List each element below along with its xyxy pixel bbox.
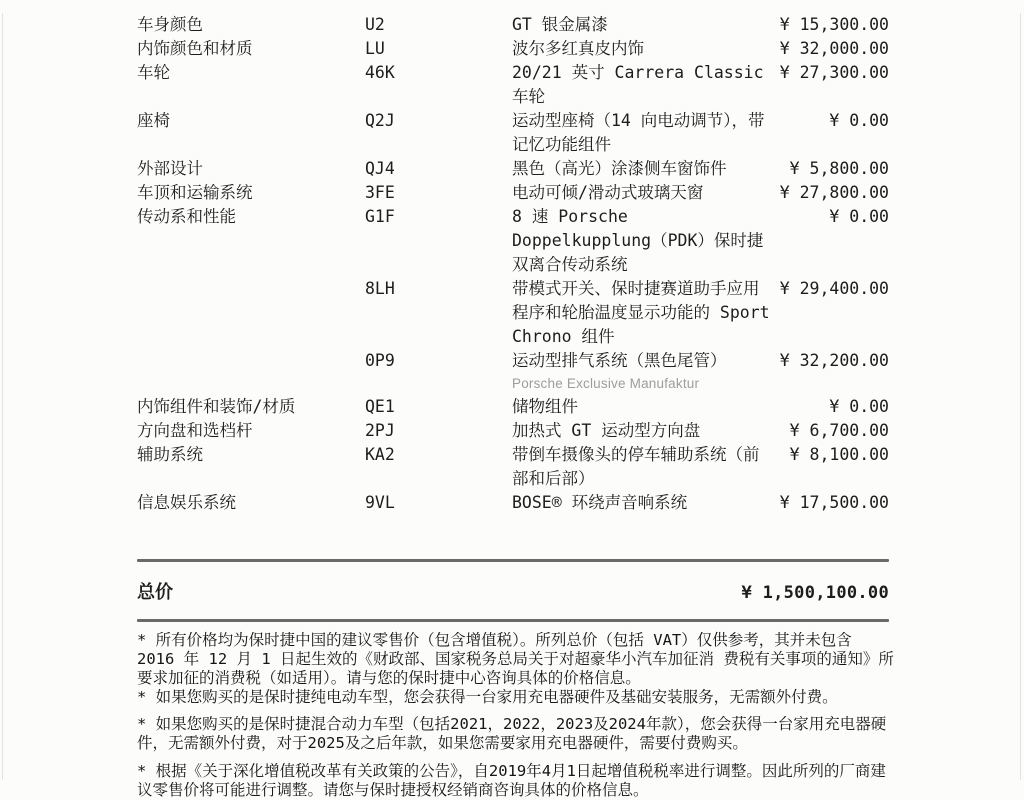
description-cell [512,349,775,395]
category-cell: 信息娱乐系统 [137,493,236,512]
description-cell [512,37,775,61]
total-label: 总价 [137,582,173,603]
table-row [137,157,889,181]
table-row [137,491,889,515]
option-code-cell: LU [365,39,385,58]
footnote: * 如果您购买的是保时捷混合动力车型（包括2021，2022，2023及2024年款），您会获得一台家用充电器硬件，无需额外付费，对于2025及之后年款，如果您需要家用充电器硬件，需要付费购买。 [137,715,887,752]
option-code-cell: 9VL [365,493,395,512]
total-amount: ¥ 1,500,100.00 [741,583,889,603]
option-code-cell: Q2J [365,111,395,130]
description-text: GT 银金属漆 [512,15,608,34]
option-code-cell: 0P9 [365,351,395,370]
price-cell: ¥ 32,200.00 [779,351,889,370]
description-cell [512,13,775,37]
price-cell: ¥ 6,700.00 [789,421,889,440]
description-cell [512,395,775,419]
table-row [137,419,889,443]
category-cell: 内饰组件和装饰/材质 [137,397,296,416]
page-left-edge [2,13,3,780]
description-cell [512,277,775,349]
description-cell [512,205,775,277]
price-cell: ¥ 0.00 [829,397,889,416]
description-cell [512,61,775,109]
category-cell: 传动系和性能 [137,207,236,226]
description-cell [512,443,775,491]
category-cell: 车顶和运输系统 [137,183,253,202]
footnote: * 根据《关于深化增值税改革有关政策的公告》，自2019年4月1日起增值税税率进行调整。因此所列的厂商建议零售价将可能进行调整。请您与保时捷授权经销商咨询具体的价格信息。 [137,762,886,799]
table-row [137,395,889,419]
price-cell: ¥ 27,800.00 [779,183,889,202]
price-cell: ¥ 8,100.00 [789,445,889,464]
option-code-cell: 2PJ [365,421,395,440]
description-text: 带模式开关、保时捷赛道助手应用程序和轮胎温度显示功能的 Sport Chrono 组件 [512,279,770,346]
option-code-cell: G1F [365,207,395,226]
table-row [137,109,889,157]
description-text: 黑色（高光）涂漆侧车窗饰件 [512,159,727,178]
description-text: 加热式 GT 运动型方向盘 [512,421,701,440]
divider-bottom [137,619,889,622]
footnote: * 所有价格均为保时捷中国的建议零售价（包含增值税）。所列总价（包括 VAT）仅供参考，其并未包含 2016 年 12 月 1 日起生效的《财政部、国家税务总局关于对超豪华小汽车加征消 费税有关事项的通知》所要求加征的消费税（如适用）。请与您的保时捷中心咨询具体的价格信息。 [137,631,894,687]
options-price-sheet [0,13,1024,799]
option-code-cell: KA2 [365,445,395,464]
description-text: 带倒车摄像头的停车辅助系统（前部和后部） [512,445,760,488]
option-code-cell: QJ4 [365,159,395,178]
price-cell: ¥ 17,500.00 [779,493,889,512]
category-cell: 车身颜色 [137,15,203,34]
exclusive-manufaktur-note: Porsche Exclusive Manufaktur [512,376,700,391]
total-row [137,562,889,619]
description-cell [512,491,775,515]
option-code-cell: QE1 [365,397,395,416]
description-cell [512,109,775,157]
description-cell [512,181,775,205]
description-cell [512,419,775,443]
price-cell: ¥ 0.00 [829,207,889,226]
footnote: * 如果您购买的是保时捷纯电动车型，您会获得一台家用充电器硬件及基础安装服务，无需额外付费。 [137,688,838,706]
price-cell: ¥ 32,000.00 [779,39,889,58]
option-code-cell: 8LH [365,279,395,298]
table-row [137,61,889,109]
category-cell: 辅助系统 [137,445,203,464]
category-cell: 方向盘和选档杆 [137,421,253,440]
price-cell: ¥ 29,400.00 [779,279,889,298]
price-cell: ¥ 27,300.00 [779,63,889,82]
table-row [137,349,889,395]
options-table [137,13,889,515]
price-cell: ¥ 5,800.00 [789,159,889,178]
description-text: 波尔多红真皮内饰 [512,39,644,58]
price-cell: ¥ 15,300.00 [779,15,889,34]
sheet-content [137,13,894,800]
description-text: 8 速 Porsche Doppelkupplung（PDK）保时捷双离合传动系统 [512,207,764,274]
table-row [137,443,889,491]
option-code-cell: 46K [365,63,395,82]
description-cell [512,157,775,181]
table-row [137,205,889,277]
category-cell: 外部设计 [137,159,203,178]
category-cell: 内饰颜色和材质 [137,39,253,58]
description-text: 电动可倾/滑动式玻璃天窗 [512,183,704,202]
description-text: 运动型排气系统（黑色尾管） [512,351,727,370]
table-row [137,37,889,61]
category-cell: 座椅 [137,111,170,130]
description-text: BOSE® 环绕声音响系统 [512,493,688,512]
price-cell: ¥ 0.00 [829,111,889,130]
table-row [137,181,889,205]
table-row [137,13,889,37]
description-text: 20/21 英寸 Carrera Classic 车轮 [512,63,764,106]
option-code-cell: 3FE [365,183,395,202]
footnotes [137,631,897,800]
description-text: 运动型座椅（14 向电动调节），带记忆功能组件 [512,111,765,154]
option-code-cell: U2 [365,15,385,34]
page-right-edge [1020,13,1021,780]
table-row [137,277,889,349]
category-cell: 车轮 [137,63,170,82]
description-text: 储物组件 [512,397,578,416]
